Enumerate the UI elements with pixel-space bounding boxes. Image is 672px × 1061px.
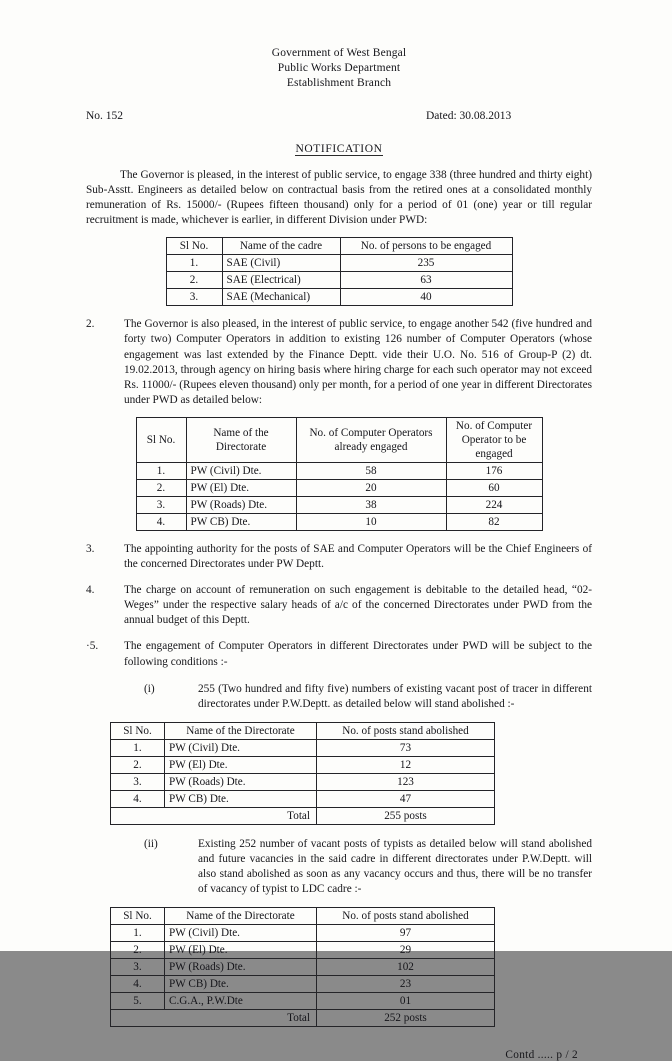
paragraph-3 [86, 542, 592, 572]
table-row [136, 496, 542, 513]
paragraph-1-text: The Governor is pleased, in the interest of public service, to engage 338 (three hundred and thirty eight) Sub-Asstt. Engineers as detailed below on contractual basis from the retired ones at a consolidated monthly remuneration of Rs. 15000/- (Rupees fifteen thousand) only for a period of 01 (one) year or till regular recruitment is made, whichever is earlier, in different Division under PWD: [86, 169, 592, 227]
table-4-cell: 01 [317, 993, 495, 1010]
table-1-cell: 40 [340, 289, 512, 306]
table-4-total-value: 252 posts [317, 1010, 495, 1027]
table-row [111, 976, 495, 993]
table-3-header-cell: Name of the Directorate [165, 722, 317, 739]
table-header-row [111, 908, 495, 925]
table-row [166, 272, 512, 289]
table-2-header-cell: No. of Computer Operator to be engaged [446, 417, 542, 462]
paragraph-2-text: The Governor is also pleased, in the interest of public service, to engage another 542 (five hundred and forty two) Computer Operators in addition to existing 126 number of Computer Operators (whose engagement was last extended by the Finance Deptt. vide their U.O. No. 516 of Group-P (2) dt. 19.02.2013, through agency on hiring basis where hiring charge for each such operator may not exceed Rs. 11000/- (Rupees eleven thousand) only per month, for a period of one year in different Directorates under PWD as detailed below: [124, 318, 592, 406]
table-4-cell: 97 [317, 925, 495, 942]
paragraph-5 [86, 639, 592, 669]
table-2-cell: 224 [446, 496, 542, 513]
table-3-header-cell: No. of posts stand abolished [317, 722, 495, 739]
paragraph-4 [86, 583, 592, 628]
table-row [111, 925, 495, 942]
sub-item-i [144, 682, 592, 712]
table-2-cell: 4. [136, 513, 186, 530]
table-computer-operators [136, 417, 543, 531]
table-row [166, 289, 512, 306]
table-row [136, 513, 542, 530]
table-header-row [166, 238, 512, 255]
table-1-header-cell: Sl No. [166, 238, 222, 255]
table-1-wrap [86, 228, 592, 306]
paragraph-3-text: The appointing authority for the posts of SAE and Computer Operators will be the Chief Engineers of the concerned Directorates under PW Deptt. [124, 542, 592, 571]
table-4-cell: 29 [317, 942, 495, 959]
table-row [111, 773, 495, 790]
table-row [111, 790, 495, 807]
table-2-cell: PW (Civil) Dte. [186, 462, 296, 479]
table-3-cell: PW CB) Dte. [165, 790, 317, 807]
reference-date: Dated: 30.08.2013 [426, 110, 512, 122]
table-2-cell: PW (Roads) Dte. [186, 496, 296, 513]
notification-title-wrap [86, 139, 592, 157]
reference-row [86, 110, 592, 126]
table-2-header-cell: Name of the Directorate [186, 417, 296, 462]
table-row [111, 942, 495, 959]
paragraph-1 [86, 168, 592, 228]
table-total-row [111, 1010, 495, 1027]
table-4-total-label: Total [111, 1010, 317, 1027]
table-1-cell: 63 [340, 272, 512, 289]
paragraph-5-number: ·5. [86, 640, 99, 653]
table-1-header-cell: Name of the cadre [222, 238, 340, 255]
table-4-header-cell: No. of posts stand abolished [317, 908, 495, 925]
table-row [166, 255, 512, 272]
table-4-header-cell: Name of the Directorate [165, 908, 317, 925]
sub-item-ii [144, 837, 592, 897]
table-3-header-cell: Sl No. [111, 722, 165, 739]
table-1-cell: 3. [166, 289, 222, 306]
table-2-header-cell: No. of Computer Operators already engaged [296, 417, 446, 462]
table-3-cell: PW (Roads) Dte. [165, 773, 317, 790]
table-2-wrap [86, 408, 592, 531]
table-2-cell: 20 [296, 479, 446, 496]
letterhead-line-2: Public Works Department [277, 62, 401, 74]
table-2-cell: 1. [136, 462, 186, 479]
table-1-cell: SAE (Mechanical) [222, 289, 340, 306]
table-3-cell: 1. [111, 739, 165, 756]
table-3-cell: 47 [317, 790, 495, 807]
table-header-row [111, 722, 495, 739]
table-4-cell: PW (Roads) Dte. [165, 959, 317, 976]
paragraph-4-number: 4. [86, 584, 95, 597]
page-title: NOTIFICATION [295, 143, 383, 155]
table-4-cell: 102 [317, 959, 495, 976]
sub-item-i-marker: (i) [144, 682, 155, 695]
paragraph-2-number: 2. [86, 318, 95, 331]
table-2-cell: 2. [136, 479, 186, 496]
table-4-cell: 4. [111, 976, 165, 993]
table-4-header-cell: Sl No. [111, 908, 165, 925]
paragraph-2 [86, 317, 592, 408]
table-total-row [111, 807, 495, 824]
table-4-cell: 5. [111, 993, 165, 1010]
table-header-row [136, 417, 542, 462]
table-1-cell: SAE (Civil) [222, 255, 340, 272]
table-row [111, 959, 495, 976]
table-1-header-cell: No. of persons to be engaged [340, 238, 512, 255]
paragraph-4-text: The charge on account of remuneration on such engagement is debitable to the detailed head, “02-Weges” under the respective salary heads of a/c of the concerned Directorates under PWD from the annual budget of this Deptt. [124, 584, 592, 627]
table-row [136, 479, 542, 496]
table-4-cell: C.G.A., P.W.Dte [165, 993, 317, 1010]
sub-item-i-text: 255 (Two hundred and fifty five) numbers of existing vacant post of tracer in different directorates under P.W.Deptt. as detailed below will stand abolished :- [198, 682, 592, 710]
table-tracer-posts-abolished [110, 722, 495, 825]
table-3-cell: 123 [317, 773, 495, 790]
table-3-cell: 2. [111, 756, 165, 773]
table-1-cell: 235 [340, 255, 512, 272]
table-3-cell: PW (Civil) Dte. [165, 739, 317, 756]
letterhead-line-1: Government of West Bengal [271, 47, 407, 59]
table-2-header-cell: Sl No. [136, 417, 186, 462]
table-3-cell: 4. [111, 790, 165, 807]
table-4-cell: 23 [317, 976, 495, 993]
table-3-cell: PW (El) Dte. [165, 756, 317, 773]
sub-item-ii-text: Existing 252 number of vacant posts of typists as detailed below will stand abolished and future vacancies in the said cadre in different directorates under P.W.Deptt. will also stand abolished as soon as any vacancy occurs and thus, there will be no transfer of vacancy of typist to LDC cadre :- [198, 837, 592, 896]
table-2-cell: PW (El) Dte. [186, 479, 296, 496]
table-3-cell: 73 [317, 739, 495, 756]
table-4-cell: 1. [111, 925, 165, 942]
table-4-wrap [86, 897, 592, 1027]
table-3-total-value: 255 posts [317, 807, 495, 824]
page-footer-continuation: Contd ..... p / 2 [505, 1049, 578, 1061]
paragraph-5-text: The engagement of Computer Operators in different Directorates under PWD will be subject to the following conditions :- [124, 640, 592, 668]
document-letterhead [86, 46, 592, 91]
table-4-cell: 3. [111, 959, 165, 976]
table-3-total-label: Total [111, 807, 317, 824]
table-2-cell: PW CB) Dte. [186, 513, 296, 530]
table-2-cell: 60 [446, 479, 542, 496]
table-cadre-engagement [166, 237, 513, 306]
table-4-cell: PW (El) Dte. [165, 942, 317, 959]
table-2-cell: 3. [136, 496, 186, 513]
table-3-cell: 12 [317, 756, 495, 773]
letterhead-line-3: Establishment Branch [286, 77, 392, 89]
table-row [111, 739, 495, 756]
table-row [136, 462, 542, 479]
document-sheet [86, 40, 592, 1061]
table-4-cell: PW (Civil) Dte. [165, 925, 317, 942]
paragraph-3-number: 3. [86, 542, 95, 555]
table-1-cell: 2. [166, 272, 222, 289]
table-4-cell: PW CB) Dte. [165, 976, 317, 993]
table-1-cell: SAE (Electrical) [222, 272, 340, 289]
table-3-wrap [86, 712, 592, 825]
reference-number: No. 152 [86, 110, 124, 122]
table-3-cell: 3. [111, 773, 165, 790]
table-2-cell: 82 [446, 513, 542, 530]
table-2-cell: 10 [296, 513, 446, 530]
table-1-cell: 1. [166, 255, 222, 272]
sub-item-ii-marker: (ii) [144, 837, 158, 850]
table-2-cell: 176 [446, 462, 542, 479]
table-row [111, 756, 495, 773]
table-4-cell: 2. [111, 942, 165, 959]
table-typist-posts-abolished [110, 907, 495, 1027]
table-2-cell: 38 [296, 496, 446, 513]
table-2-cell: 58 [296, 462, 446, 479]
table-row [111, 993, 495, 1010]
